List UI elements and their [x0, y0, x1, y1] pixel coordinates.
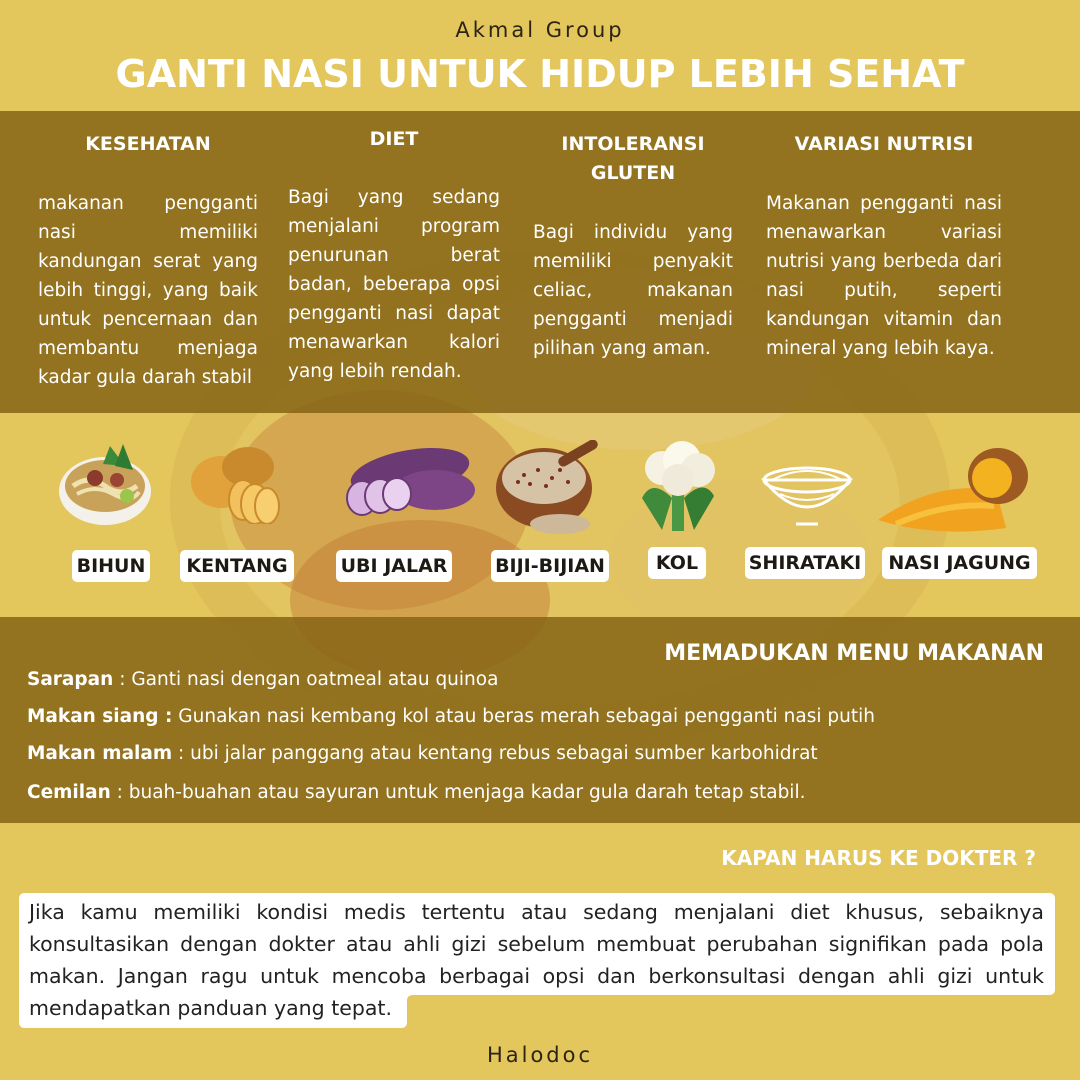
brand-footer: Halodoc	[486, 1043, 594, 1067]
food-label-biji-bijian: BIJI-BIJIAN	[491, 550, 609, 582]
column-heading-diet: DIET	[369, 128, 419, 150]
doctor-heading: KAPAN HARUS KE DOKTER ?	[721, 846, 1036, 870]
meal-separator: :	[113, 669, 132, 690]
doctor-text: Jika kamu memiliki kondisi medis tertentu atau sedang menjalani diet khusus, sebaiknya konsultasikan dengan dokter atau ahli gizi sebelum membuat perubahan signifikan pada pola makan. Jangan ragu untuk mencoba berbagai opsi dan berkonsultasi dengan ahli gizi untuk mendapatkan panduan yang tepat.	[29, 900, 1044, 1020]
column-text-kesehatan: makanan pengganti nasi memiliki kandungan serat yang lebih tinggi, yang baik untuk pencernaan dan membantu menjaga kadar gula darah stabil	[38, 193, 258, 388]
page-title: GANTI NASI UNTUK HIDUP LEBIH SEHAT	[115, 52, 965, 96]
food-label-bihun: BIHUN	[72, 550, 150, 582]
meal-name: Sarapan	[27, 669, 114, 690]
corn-rice-icon	[876, 440, 1032, 536]
meal-row-makan-malam	[27, 743, 818, 764]
meal-row-cemilan	[27, 782, 805, 803]
meal-name: Cemilan	[27, 782, 111, 803]
grains-bowl-icon	[494, 440, 606, 538]
meal-name: Makan malam	[27, 743, 173, 764]
meal-row-makan-siang	[27, 706, 875, 727]
meal-text: Gunakan nasi kembang kol atau beras merah sebagai pengganti nasi putih	[178, 706, 875, 727]
potato-icon	[188, 442, 280, 524]
meal-text: Ganti nasi dengan oatmeal atau quinoa	[131, 669, 499, 690]
brand-header: Akmal Group	[455, 18, 625, 42]
meal-separator: :	[110, 782, 129, 803]
column-text-diet: Bagi yang sedang menjalani program penurunan berat badan, beberapa opsi pengganti nasi dapat menawarkan kalori yang lebih rendah.	[288, 187, 500, 382]
rice-bowl-icon	[760, 458, 854, 530]
food-label-ubi-jalar: UBI JALAR	[336, 550, 452, 582]
menu-heading: MEMADUKAN MENU MAKANAN	[664, 641, 1044, 666]
meal-text: ubi jalar panggang atau kentang rebus sebagai sumber karbohidrat	[190, 743, 818, 764]
food-label-nasi-jagung: NASI JAGUNG	[882, 547, 1037, 579]
noodle-soup-icon	[55, 436, 155, 528]
cauliflower-icon	[632, 438, 724, 534]
meal-row-sarapan	[27, 669, 498, 690]
sweet-potato-icon	[340, 442, 476, 520]
food-label-shirataki: SHIRATAKI	[745, 547, 865, 579]
column-heading-variasi: VARIASI NUTRISI	[794, 133, 974, 155]
column-text-gluten: Bagi individu yang memiliki penyakit celiac, makanan pengganti menjadi pilihan yang aman.	[533, 222, 733, 359]
column-heading-kesehatan: KESEHATAN	[85, 133, 211, 155]
meal-separator: :	[172, 743, 191, 764]
food-label-kol: KOL	[648, 547, 706, 579]
meal-text: buah-buahan atau sayuran untuk menjaga kadar gula darah tetap stabil.	[128, 782, 806, 803]
meal-name: Makan siang :	[27, 706, 173, 727]
food-label-kentang: KENTANG	[180, 550, 294, 582]
column-heading-gluten: INTOLERANSI GLUTEN	[561, 133, 705, 184]
column-text-variasi: Makanan pengganti nasi menawarkan variasi nutrisi yang berbeda dari nasi putih, seperti kandungan vitamin dan mineral yang lebih kaya.	[766, 193, 1002, 359]
